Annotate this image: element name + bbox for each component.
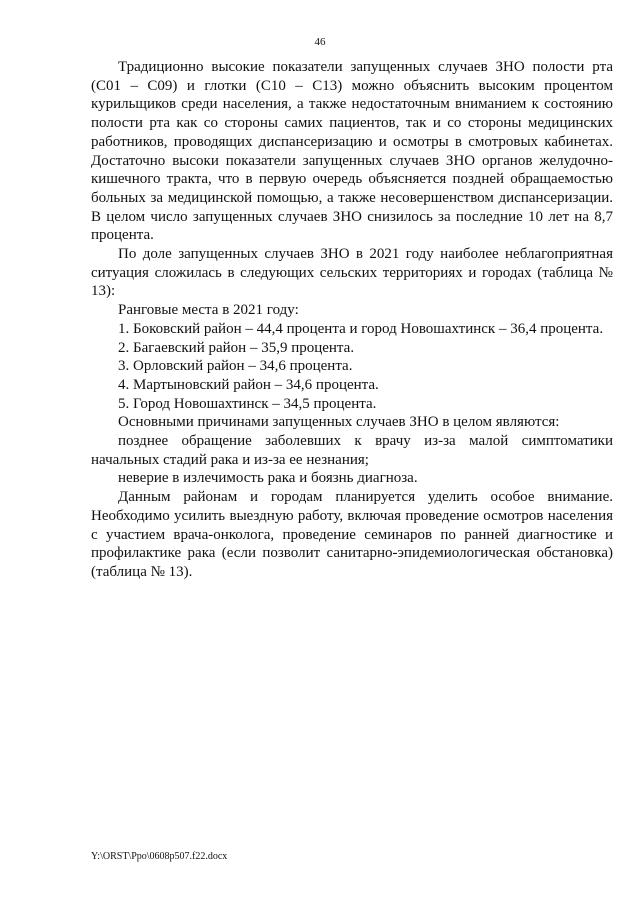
document-body — [91, 58, 613, 582]
paragraph-planned-measures: Данным районам и городам планируется уделить особое внимание. Необходимо усилить выездную работу, включая проведение осмотров населения с участием врача-онколога, проведение семинаров по ранней диагностике и профилактике рака (если позволит санитарно-эпидемиологическая обстановка) (таблица № 13). — [91, 489, 613, 580]
paragraph-unfavorable-territories: По доле запущенных случаев ЗНО в 2021 году наиболее неблагоприятная ситуация сложилась в следующих сельских территориях и городах (таблица № 13): — [91, 246, 613, 300]
page-number: 46 — [314, 36, 326, 48]
footer-file-path: Y:\ORST\Ppo\0608p507.f22.docx — [91, 851, 228, 862]
cause-item-disbelief: неверие в излечимость рака и боязнь диагноза. — [118, 470, 418, 487]
ranking-item-1: 1. Боковский район – 44,4 процента и город Новошахтинск – 36,4 процента. — [118, 320, 604, 337]
ranking-item-5: 5. Город Новошахтинск – 34,5 процента. — [118, 395, 377, 412]
cause-item-late-visit: позднее обращение заболевших к врачу из-за малой симптоматики начальных стадий рака и из-за ее незнания; — [91, 433, 613, 468]
paragraph-late-cases-analysis: Традиционно высокие показатели запущенных случаев ЗНО полости рта (С01 – С09) и глотки (С10 – С13) можно объяснить высоким процентом курильщиков среди населения, а также недостаточным вниманием к состоянию полости рта как со стороны самих пациентов, так и со стороны медицинских работников, проводящих диспансеризацию и осмотры в смотровых кабинетах. Достаточно высоки показатели запущенных случаев ЗНО органов желудочно-кишечного тракта, что в первую очередь объясняется поздней обращаемостью больных за медицинской помощью, а также несовершенством диспансеризации. В целом число запущенных случаев ЗНО снизилось за последние 10 лет на 8,7 процента. — [91, 59, 613, 244]
paragraph-causes-heading: Основными причинами запущенных случаев ЗНО в целом являются: — [118, 414, 560, 431]
ranking-item-3: 3. Орловский район – 34,6 процента. — [118, 358, 353, 375]
paragraph-ranking-heading: Ранговые места в 2021 году: — [118, 302, 299, 319]
ranking-item-2: 2. Багаевский район – 35,9 процента. — [118, 339, 355, 356]
ranking-item-4: 4. Мартыновский район – 34,6 процента. — [118, 376, 379, 393]
